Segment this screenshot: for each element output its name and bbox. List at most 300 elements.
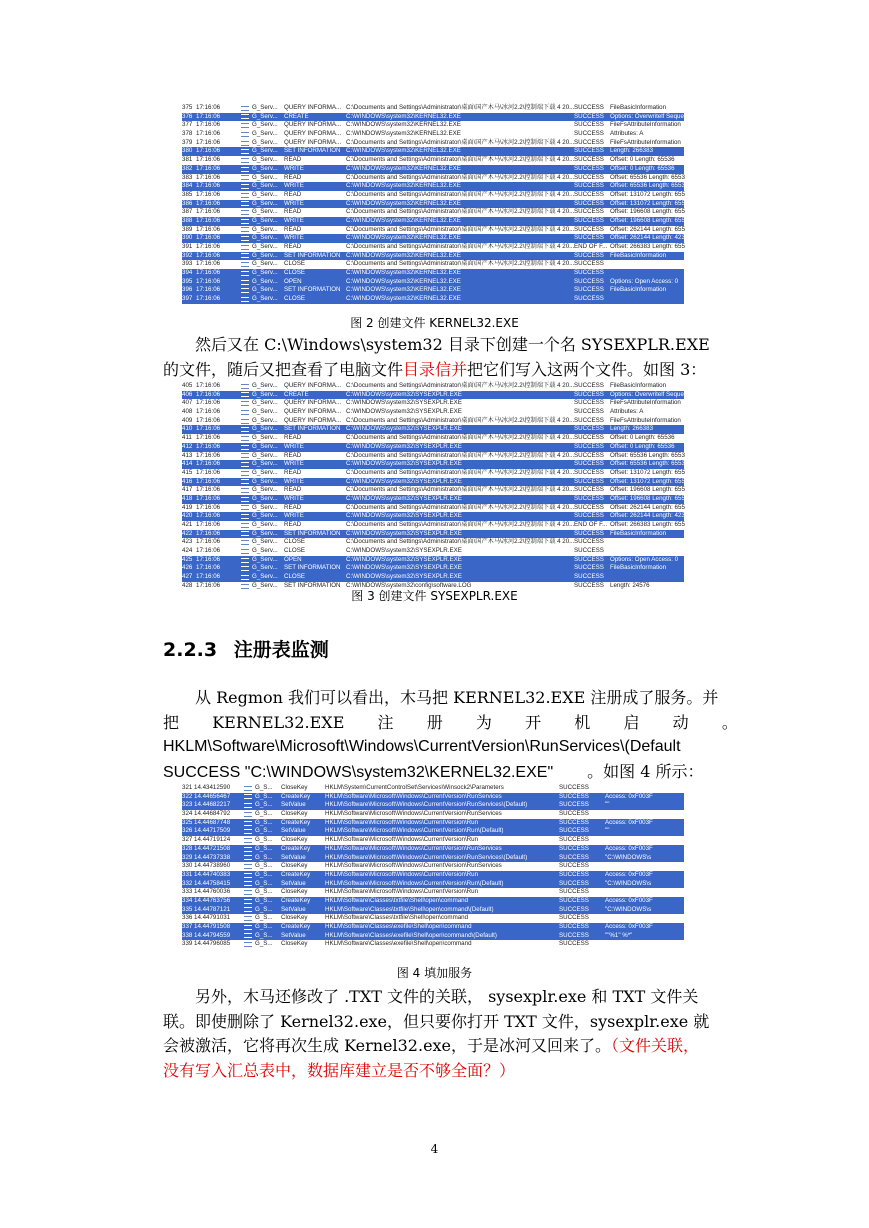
log-cell-res: SUCCESS <box>574 251 604 259</box>
log-cell-res: SUCCESS <box>559 905 589 913</box>
log-row[interactable] <box>182 914 684 923</box>
log-row[interactable] <box>182 139 684 148</box>
log-cell-n: 333 <box>182 888 193 896</box>
process-icon <box>244 803 252 808</box>
log-cell-res: SUCCESS <box>574 112 604 120</box>
log-cell-det: Offset: 262144 Length: 655 <box>610 225 685 233</box>
log-cell-res: SUCCESS <box>574 182 604 190</box>
log-cell-op: QUERY INFORMA... <box>284 382 342 389</box>
log-cell-det: Offset: 262144 Length: 655 <box>610 503 685 511</box>
log-cell-p: G_S... <box>255 862 273 870</box>
log-cell-res: SUCCESS <box>574 208 604 216</box>
log-cell-res: SUCCESS <box>559 870 589 878</box>
log-row[interactable] <box>182 906 684 915</box>
log-cell-t: 17:16:06 <box>196 547 221 555</box>
log-cell-op: QUERY INFORMA... <box>284 130 342 138</box>
log-cell-op: WRITE <box>284 164 304 172</box>
log-row[interactable] <box>182 793 684 802</box>
log-cell-t: 14.44794559 <box>194 931 231 939</box>
log-row[interactable] <box>182 217 684 226</box>
log-row[interactable] <box>182 243 684 252</box>
log-cell-path: C:\WINDOWS\system32\SYSEXPLR.EXE <box>346 442 462 450</box>
log-cell-n: 323 <box>182 801 193 809</box>
log-cell-path: HKLM\Software\Microsoft\Windows\CurrentVersion\RunServices <box>325 844 502 852</box>
process-icon <box>241 531 249 536</box>
log-cell-n: 386 <box>182 199 193 207</box>
log-cell-n: 408 <box>182 408 193 416</box>
log-cell-p: G_Serv... <box>252 416 278 424</box>
process-icon <box>241 201 249 206</box>
log-cell-res: SUCCESS <box>574 138 604 146</box>
log-cell-p: G_Serv... <box>252 260 278 268</box>
log-cell-op: CreateKey <box>281 896 311 904</box>
log-cell-t: 17:16:06 <box>196 460 221 468</box>
log-row[interactable] <box>182 460 684 469</box>
paragraph-2 <box>163 686 738 785</box>
log-cell-path: HKLM\Software\Microsoft\Windows\CurrentVersion\Run <box>325 818 479 826</box>
log-cell-op: SET INFORMATION <box>284 581 341 589</box>
log-row[interactable] <box>182 469 684 478</box>
log-cell-p: G_Serv... <box>252 581 278 589</box>
log-cell-n: 324 <box>182 810 193 818</box>
log-cell-det: Length: 266383 <box>610 425 654 433</box>
log-cell-n: 416 <box>182 477 193 485</box>
log-cell-path: HKLM\Software\Classes\exefile\Shell\open\command <box>325 923 472 930</box>
paragraph-2-word: 册 <box>426 712 443 732</box>
log-cell-op: CloseKey <box>281 836 308 844</box>
log-cell-det <box>605 940 685 949</box>
log-cell-n: 382 <box>182 164 193 172</box>
log-cell-n: 410 <box>182 425 193 433</box>
log-cell-op: QUERY INFORMA... <box>284 138 342 146</box>
log-row[interactable] <box>182 478 684 487</box>
log-cell-res: SUCCESS <box>559 853 589 861</box>
log-cell-path: HKLM\System\CurrentControlSet\Services\Winsock2\Parameters <box>325 784 504 791</box>
red-annotation: 目录信并 <box>403 359 468 379</box>
log-row[interactable] <box>182 486 684 495</box>
log-cell-n: 395 <box>182 277 193 285</box>
log-row[interactable] <box>182 408 684 417</box>
log-cell-det: Attributes: A <box>610 408 644 416</box>
log-cell-op: CloseKey <box>281 810 308 818</box>
log-cell-path: C:\WINDOWS\system32\KERNEL32.EXE <box>346 216 461 224</box>
log-cell-det: Offset: 262144 Length: 423 <box>610 234 685 242</box>
log-cell-p: G_S... <box>255 818 273 826</box>
log-row[interactable] <box>182 200 684 209</box>
log-cell-res: SUCCESS <box>574 555 604 563</box>
log-cell-det: Offset: 65536 Length: 6553 <box>610 182 685 190</box>
log-cell-p: G_Serv... <box>252 147 278 155</box>
process-icon <box>241 549 249 554</box>
log-cell-path: C:\WINDOWS\system32\KERNEL32.EXE <box>346 277 461 285</box>
log-cell-det <box>605 914 685 923</box>
log-cell-path: C:\WINDOWS\system32\KERNEL32.EXE <box>346 234 461 242</box>
log-row[interactable] <box>182 425 684 434</box>
log-cell-path: HKLM\Software\Classes\txtfile\Shell\open\command\(Default) <box>325 905 494 913</box>
process-icon <box>241 575 249 580</box>
log-row[interactable] <box>182 888 684 897</box>
log-cell-p: G_Serv... <box>252 468 278 476</box>
log-cell-op: SET INFORMATION <box>284 147 341 155</box>
log-cell-res: SUCCESS <box>574 190 604 198</box>
log-row[interactable] <box>182 932 684 941</box>
log-cell-det: Offset: 0 Length: 65536 <box>610 434 675 442</box>
process-icon <box>241 141 249 146</box>
log-cell-n: 375 <box>182 104 193 111</box>
figure-4-regmon-log <box>182 784 684 958</box>
process-icon <box>241 158 249 163</box>
log-cell-t: 17:16:06 <box>196 251 221 259</box>
log-row[interactable] <box>182 130 684 139</box>
log-cell-t: 17:16:06 <box>196 425 221 433</box>
log-cell-n: 407 <box>182 399 193 407</box>
log-cell-res: SUCCESS <box>574 547 604 555</box>
log-cell-op: SET INFORMATION <box>284 286 341 294</box>
log-cell-p: G_Serv... <box>252 190 278 198</box>
log-cell-n: 334 <box>182 896 193 904</box>
log-row[interactable] <box>182 940 684 949</box>
log-cell-res: SUCCESS <box>574 390 604 398</box>
log-cell-path: C:\WINDOWS\system32\SYSEXPLR.EXE <box>346 477 462 485</box>
log-cell-op: WRITE <box>284 199 304 207</box>
log-cell-op: CREATE <box>284 390 309 398</box>
log-row[interactable] <box>182 573 684 582</box>
log-cell-n: 427 <box>182 573 193 581</box>
log-cell-det: Offset: 65536 Length: 6553 <box>610 173 685 181</box>
log-cell-op: QUERY INFORMA... <box>284 104 342 111</box>
log-row[interactable] <box>182 417 684 426</box>
log-cell-path: HKLM\Software\Microsoft\Windows\CurrentVersion\RunServices <box>325 810 502 818</box>
log-cell-det: Access: 0xF003F <box>605 844 653 852</box>
log-cell-p: G_S... <box>255 940 273 948</box>
paragraph-2-word: 为 <box>475 712 492 732</box>
log-cell-path: C:\Documents and Settings\Administrator\桌面\国产木马\冰河2.2\控制端下载 4 20... <box>346 503 575 511</box>
log-cell-t: 17:16:06 <box>196 538 221 546</box>
log-cell-p: G_S... <box>255 827 273 835</box>
log-cell-n: 330 <box>182 862 193 870</box>
log-row[interactable] <box>182 854 684 863</box>
process-icon <box>241 149 249 154</box>
log-cell-path: C:\WINDOWS\system32\KERNEL32.EXE <box>346 269 461 277</box>
log-cell-p: G_Serv... <box>252 564 278 572</box>
log-cell-res: SUCCESS <box>574 442 604 450</box>
paragraph-2-word: 。 <box>721 712 738 732</box>
log-row[interactable] <box>182 226 684 235</box>
log-cell-res: SUCCESS <box>559 844 589 852</box>
log-cell-res: SUCCESS <box>574 234 604 242</box>
log-cell-t: 17:16:06 <box>196 121 221 129</box>
log-row[interactable] <box>182 269 684 278</box>
paragraph-2-word: 注 <box>377 712 394 732</box>
log-cell-n: 383 <box>182 173 193 181</box>
log-cell-t: 14.44737338 <box>194 853 231 861</box>
log-row[interactable] <box>182 113 684 122</box>
log-cell-path: C:\Documents and Settings\Administrator\桌面\国产木马\冰河2.2\控制端下载 4 20... <box>346 225 575 233</box>
log-cell-res: SUCCESS <box>574 399 604 407</box>
log-row[interactable] <box>182 827 684 836</box>
log-row[interactable] <box>182 208 684 217</box>
process-icon <box>241 479 249 484</box>
log-row[interactable] <box>182 810 684 819</box>
log-row[interactable] <box>182 556 684 565</box>
log-row[interactable] <box>182 495 684 504</box>
log-row[interactable] <box>182 121 684 130</box>
log-cell-op: CloseKey <box>281 784 308 791</box>
log-row[interactable] <box>182 923 684 932</box>
log-row[interactable] <box>182 512 684 521</box>
log-cell-t: 14.44717509 <box>194 827 231 835</box>
process-icon <box>244 794 252 799</box>
log-cell-p: G_Serv... <box>252 104 278 111</box>
log-row[interactable] <box>182 295 684 304</box>
log-cell-op: WRITE <box>284 477 304 485</box>
log-cell-path: C:\WINDOWS\system32\SYSEXPLR.EXE <box>346 529 462 537</box>
log-cell-n: 393 <box>182 260 193 268</box>
log-row[interactable] <box>182 452 684 461</box>
log-cell-t: 14.44758415 <box>194 879 231 887</box>
log-cell-op: WRITE <box>284 182 304 190</box>
log-cell-p: G_Serv... <box>252 399 278 407</box>
figure-3-caption: 图 3 创建文件 SYSEXPLR.EXE <box>351 589 518 603</box>
process-icon <box>241 505 249 510</box>
paragraph-1 <box>163 333 738 382</box>
log-cell-t: 14.43412590 <box>194 784 231 791</box>
log-cell-p: G_Serv... <box>252 382 278 389</box>
log-cell-res: SUCCESS <box>559 784 589 791</box>
log-cell-det: Offset: 131072 Length: 655 <box>610 477 685 485</box>
log-cell-path: C:\WINDOWS\system32\SYSEXPLR.EXE <box>346 399 462 407</box>
log-cell-det: "C:\WINDOWS\s <box>605 905 652 913</box>
log-cell-res: SUCCESS <box>574 121 604 129</box>
log-cell-det: FileBasicInformation <box>610 251 667 259</box>
log-cell-op: SetValue <box>281 931 306 939</box>
log-row[interactable] <box>182 286 684 295</box>
log-cell-op: CLOSE <box>284 295 305 303</box>
log-cell-op: READ <box>284 243 302 250</box>
log-cell-p: G_S... <box>255 923 273 930</box>
log-cell-t: 17:16:06 <box>196 156 221 164</box>
log-cell-op: CloseKey <box>281 888 308 896</box>
process-icon <box>244 881 252 886</box>
log-row[interactable] <box>182 547 684 556</box>
log-cell-p: G_Serv... <box>252 547 278 555</box>
log-cell-n: 387 <box>182 208 193 216</box>
log-row[interactable] <box>182 391 684 400</box>
log-cell-op: READ <box>284 521 302 528</box>
log-cell-path: C:\Documents and Settings\Administrator\桌面\国产木马\冰河2.2\控制端下载 4 20... <box>346 486 575 494</box>
log-row[interactable] <box>182 434 684 443</box>
log-cell-p: G_S... <box>255 836 273 844</box>
log-cell-det <box>610 573 684 582</box>
log-cell-path: HKLM\Software\Microsoft\Windows\CurrentVersion\Run\(Default) <box>325 879 504 887</box>
log-cell-path: C:\Documents and Settings\Administrator\桌面\国产木马\冰河2.2\控制端下载 4 20... <box>346 138 575 146</box>
log-cell-res: SUCCESS <box>559 923 589 930</box>
log-cell-op: READ <box>284 173 302 181</box>
log-row[interactable] <box>182 564 684 573</box>
log-cell-path: C:\WINDOWS\system32\SYSEXPLR.EXE <box>346 425 462 433</box>
log-cell-path: C:\Documents and Settings\Administrator\桌面\国产木马\冰河2.2\控制端下载 4 20... <box>346 208 575 216</box>
log-cell-res: END OF F... <box>574 243 608 250</box>
log-cell-path: C:\WINDOWS\system32\KERNEL32.EXE <box>346 112 461 120</box>
log-cell-p: G_Serv... <box>252 494 278 502</box>
process-icon <box>244 812 252 817</box>
log-cell-res: SUCCESS <box>574 573 604 581</box>
log-cell-path: C:\Documents and Settings\Administrator\桌面\国产木马\冰河2.2\控制端下载 4 20... <box>346 104 575 111</box>
log-row[interactable] <box>182 260 684 269</box>
log-row[interactable] <box>182 880 684 889</box>
log-cell-res: SUCCESS <box>559 836 589 844</box>
log-cell-n: 426 <box>182 564 193 572</box>
log-row[interactable] <box>182 382 684 391</box>
log-cell-t: 14.44684792 <box>194 810 231 818</box>
log-cell-p: G_S... <box>255 801 273 809</box>
log-cell-t: 17:16:06 <box>196 529 221 537</box>
log-row[interactable] <box>182 234 684 243</box>
log-cell-path: C:\WINDOWS\system32\SYSEXPLR.EXE <box>346 573 462 581</box>
process-icon <box>241 262 249 267</box>
log-cell-t: 14.44721508 <box>194 844 231 852</box>
log-cell-res: SUCCESS <box>574 503 604 511</box>
process-icon <box>244 838 252 843</box>
log-cell-path: C:\Documents and Settings\Administrator\桌面\国产木马\冰河2.2\控制端下载 4 20... <box>346 451 575 459</box>
log-cell-path: C:\WINDOWS\system32\SYSEXPLR.EXE <box>346 564 462 572</box>
log-row[interactable] <box>182 504 684 513</box>
paragraph-3-line-2: 联。即使删除了 Kernel32.exe，但只要你打开 TXT 文件，sysexplr.exe 就 <box>163 1011 710 1031</box>
log-cell-n: 411 <box>182 434 192 442</box>
log-row[interactable] <box>182 819 684 828</box>
log-row[interactable] <box>182 182 684 191</box>
log-cell-n: 409 <box>182 416 193 424</box>
log-cell-res: SUCCESS <box>559 862 589 870</box>
section-heading <box>163 635 329 662</box>
log-cell-det <box>605 862 685 871</box>
log-cell-path: C:\WINDOWS\system32\KERNEL32.EXE <box>346 199 461 207</box>
process-icon <box>241 453 249 458</box>
log-row[interactable] <box>182 784 684 793</box>
log-cell-op: READ <box>284 451 302 459</box>
paragraph-2-line-2 <box>163 711 738 736</box>
log-cell-res: SUCCESS <box>574 460 604 468</box>
log-cell-det: Access: 0xF003F <box>605 870 653 878</box>
log-cell-n: 424 <box>182 547 193 555</box>
log-cell-res: SUCCESS <box>574 147 604 155</box>
log-cell-path: HKLM\Software\Microsoft\Windows\CurrentVersion\Run <box>325 888 479 896</box>
paragraph-2-line-1: 从 Regmon 我们可以看出，木马把 KERNEL32.EXE 注册成了服务。并 <box>195 688 719 707</box>
log-cell-p: G_Serv... <box>252 164 278 172</box>
log-cell-t: 17:16:06 <box>196 138 221 146</box>
log-cell-path: HKLM\Software\Microsoft\Windows\CurrentVersion\RunServices\(Default) <box>325 801 528 809</box>
log-cell-det: Offset: 131072 Length: 655 <box>610 190 685 198</box>
log-row[interactable] <box>182 862 684 871</box>
log-cell-t: 14.44740383 <box>194 870 231 878</box>
log-cell-p: G_S... <box>255 792 273 800</box>
log-cell-res: SUCCESS <box>574 382 604 389</box>
log-cell-p: G_Serv... <box>252 460 278 468</box>
log-row[interactable] <box>182 801 684 810</box>
log-row[interactable] <box>182 836 684 845</box>
log-row[interactable] <box>182 538 684 547</box>
log-cell-t: 14.44787121 <box>194 905 231 913</box>
log-cell-n: 328 <box>182 844 193 852</box>
log-cell-p: G_Serv... <box>252 234 278 242</box>
log-row[interactable] <box>182 871 684 880</box>
log-row[interactable] <box>182 278 684 287</box>
log-cell-res: SUCCESS <box>574 564 604 572</box>
paragraph-2-word: 开 <box>525 712 542 732</box>
log-cell-t: 17:16:06 <box>196 234 221 242</box>
log-cell-n: 337 <box>182 923 193 930</box>
log-cell-res: SUCCESS <box>574 486 604 494</box>
log-row[interactable] <box>182 191 684 200</box>
log-cell-p: G_Serv... <box>252 555 278 563</box>
log-cell-det: Access: 0xF003F <box>605 818 653 826</box>
paragraph-2-word: 启 <box>623 712 640 732</box>
log-cell-res: SUCCESS <box>559 879 589 887</box>
log-cell-res: SUCCESS <box>574 216 604 224</box>
log-cell-t: 14.44791031 <box>194 914 231 922</box>
log-row[interactable] <box>182 521 684 530</box>
process-icon <box>244 925 252 930</box>
log-cell-p: G_S... <box>255 844 273 852</box>
log-row[interactable] <box>182 165 684 174</box>
log-row[interactable] <box>182 104 684 113</box>
log-row[interactable] <box>182 147 684 156</box>
log-cell-path: C:\WINDOWS\system32\SYSEXPLR.EXE <box>346 494 462 502</box>
log-cell-res: SUCCESS <box>574 199 604 207</box>
log-cell-n: 378 <box>182 130 193 138</box>
log-cell-t: 17:16:06 <box>196 295 221 303</box>
paragraph-1-line-1: 然后又在 C:\Windows\system32 目录下创建一个名 SYSEXPLR.EXE <box>195 335 710 354</box>
process-icon <box>241 540 249 545</box>
paragraph-3 <box>163 985 738 1083</box>
log-cell-path: HKLM\Software\Microsoft\Windows\CurrentVersion\Run\(Default) <box>325 827 504 835</box>
log-cell-n: 390 <box>182 234 193 242</box>
process-icon <box>244 890 252 895</box>
log-row[interactable] <box>182 399 684 408</box>
log-cell-res: SUCCESS <box>559 810 589 818</box>
log-cell-op: READ <box>284 468 302 476</box>
log-cell-t: 17:16:06 <box>196 390 221 398</box>
log-cell-p: G_Serv... <box>252 486 278 494</box>
log-row[interactable] <box>182 174 684 183</box>
log-cell-p: G_Serv... <box>252 434 278 442</box>
log-cell-det: FileFsAttributeInformation <box>610 138 681 146</box>
process-icon <box>241 288 249 293</box>
log-cell-det: Length: 266383 <box>610 147 654 155</box>
log-cell-p: G_Serv... <box>252 425 278 433</box>
log-cell-t: 17:16:06 <box>196 581 221 589</box>
log-cell-res: SUCCESS <box>559 888 589 896</box>
log-cell-res: SUCCESS <box>574 164 604 172</box>
log-cell-t: 14.44760036 <box>194 888 231 896</box>
process-icon <box>244 899 252 904</box>
log-cell-t: 17:16:06 <box>196 286 221 294</box>
log-cell-p: G_Serv... <box>252 573 278 581</box>
log-cell-t: 17:16:06 <box>196 451 221 459</box>
paragraph-2-line-3: HKLM\Software\Microsoft\Windows\CurrentVersion\RunServices\(Default <box>163 738 681 756</box>
log-cell-n: 339 <box>182 940 193 948</box>
log-cell-op: WRITE <box>284 442 304 450</box>
log-cell-op: READ <box>284 503 302 511</box>
log-row[interactable] <box>182 443 684 452</box>
log-cell-det: Offset: 65536 Length: 6553 <box>610 460 685 468</box>
log-cell-p: G_S... <box>255 870 273 878</box>
log-row[interactable] <box>182 897 684 906</box>
log-cell-n: 388 <box>182 216 193 224</box>
log-row[interactable] <box>182 845 684 854</box>
log-row[interactable] <box>182 156 684 165</box>
log-cell-p: G_Serv... <box>252 408 278 416</box>
